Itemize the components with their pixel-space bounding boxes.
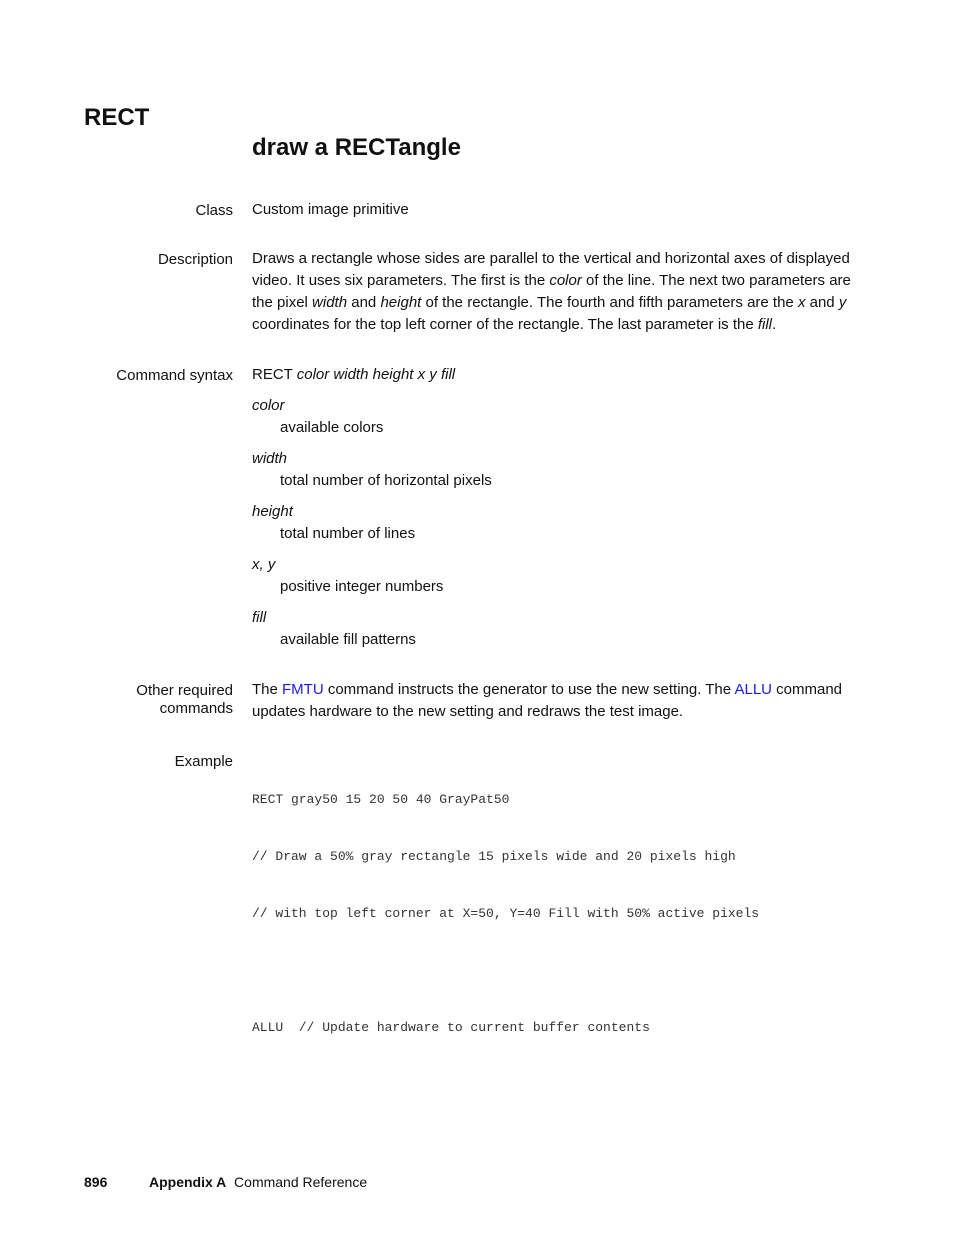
other-commands-text: [252, 679, 870, 723]
param-name: fill: [252, 609, 267, 626]
syntax-line: RECT color width height x y fill: [252, 366, 456, 383]
param-name: color: [252, 397, 285, 414]
example-code: [252, 752, 870, 1056]
description-line: video. It uses six parameters. The first is the color of the line. The next two parameters are: [252, 272, 851, 289]
code-line: ALLU // Update hardware to current buffer contents: [252, 1020, 650, 1035]
command-subtitle: draw a RECTangle: [252, 134, 461, 161]
code-line: // Draw a 50% gray rectangle 15 pixels wide and 20 pixels high: [252, 849, 736, 864]
param-list: [252, 395, 870, 651]
syntax-block: [252, 364, 870, 651]
param-desc: total number of lines: [280, 525, 416, 542]
code-line: // with top left corner at X=50, Y=40 Fill with 50% active pixels: [252, 906, 760, 921]
param-name: x, y: [252, 556, 276, 573]
param-name: height: [252, 503, 293, 520]
fmtu-link[interactable]: FMTU: [282, 681, 324, 698]
param-desc: available fill patterns: [280, 631, 416, 648]
footer-title: [149, 1174, 367, 1190]
description-label: Description: [157, 251, 233, 268]
other-commands-line: updates hardware to the new setting and redraws the test image.: [252, 703, 684, 720]
syntax-label: Command syntax: [116, 367, 233, 384]
footer-chapter: Command Reference: [234, 1174, 368, 1190]
command-title: RECT: [84, 104, 150, 131]
page-number: 896: [84, 1174, 108, 1190]
description-line: coordinates for the top left corner of the rectangle. The last parameter is the fill.: [252, 316, 777, 333]
allu-link[interactable]: ALLU: [734, 681, 772, 698]
other-commands-line: The FMTU command instructs the generator to use the new setting. The ALLU command: [252, 681, 843, 698]
code-line: RECT gray50 15 20 50 40 GrayPat50: [252, 792, 510, 807]
description-text: [252, 248, 870, 336]
other-commands-label: Other required commands: [136, 682, 233, 717]
param-name: width: [252, 450, 288, 467]
description-line: the pixel width and height of the rectangle. The fourth and fifth parameters are the x and y: [252, 294, 847, 311]
param-desc: total number of horizontal pixels: [280, 472, 492, 489]
param-desc: positive integer numbers: [280, 578, 444, 595]
code-line: [252, 961, 870, 980]
example-label: Example: [174, 753, 233, 770]
class-value: Custom image primitive: [252, 201, 409, 218]
class-label: Class: [195, 202, 233, 219]
footer-section: Appendix A: [149, 1174, 227, 1190]
description-line: Draws a rectangle whose sides are parallel to the vertical and horizontal axes of displayed: [252, 250, 850, 267]
param-desc: available colors: [280, 419, 384, 436]
